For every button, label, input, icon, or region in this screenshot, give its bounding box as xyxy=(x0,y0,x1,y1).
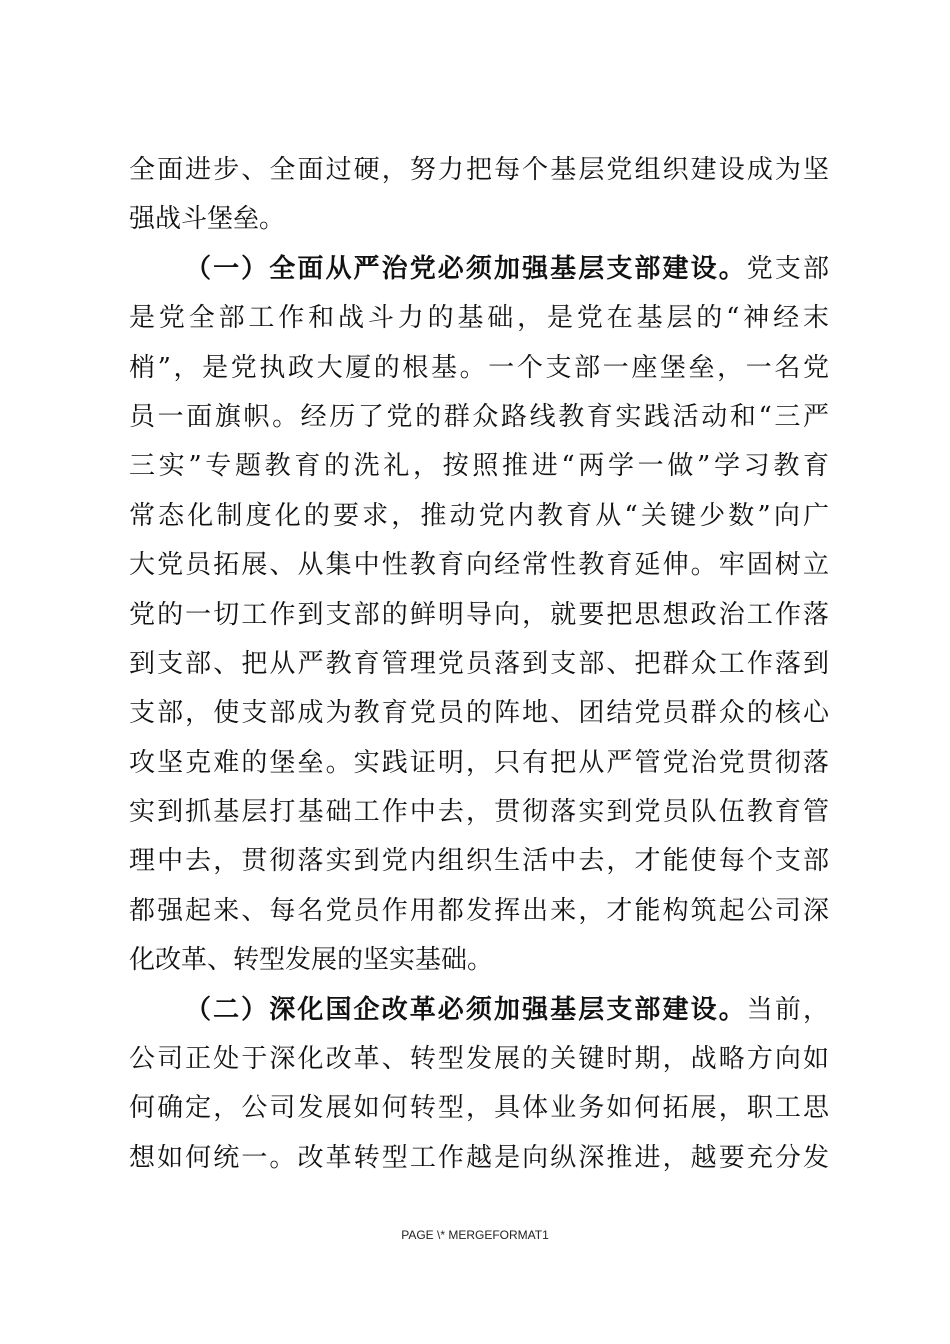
text-line: 到支部、把从严教育管理党员落到支部、把群众工作落到 xyxy=(129,648,829,679)
text-line: 攻坚克难的堡垒。实践证明，只有把从严管党治党贯彻落 xyxy=(129,747,829,778)
text-line: 常态化制度化的要求，推动党内教育从“关键少数”向广 xyxy=(129,500,829,531)
section-heading-line xyxy=(129,245,829,294)
heading-line-text: 当前， xyxy=(746,994,829,1025)
heading-line-text: 党支部 xyxy=(746,253,829,284)
text-line: 化改革、转型发展的坚实基础。 xyxy=(129,945,494,976)
text-line: 是党全部工作和战斗力的基础，是党在基层的“神经末 xyxy=(129,303,829,334)
text-line: 都强起来、每名党员作用都发挥出来，才能构筑起公司深 xyxy=(129,895,829,926)
text-line: 理中去，贯彻落实到党内组织生活中去，才能使每个支部 xyxy=(129,846,829,877)
text-line: 何确定，公司发展如何转型，具体业务如何拓展，职工思 xyxy=(129,1093,829,1124)
text-line: 全面进步、全面过硬，努力把每个基层党组织建设成为坚 xyxy=(129,155,829,185)
text-line: 员一面旗帜。经历了党的群众路线教育实践活动和“三严 xyxy=(129,401,829,432)
section-heading-1: （一）全面从严治党必须加强基层支部建设。 xyxy=(185,253,747,284)
document-body xyxy=(129,146,829,1183)
text-line: 支部，使支部成为教育党员的阵地、团结党员群众的核心 xyxy=(129,698,829,729)
text-line: 想如何统一。改革转型工作越是向纵深推进，越要充分发 xyxy=(129,1142,829,1173)
text-line: 实到抓基层打基础工作中去，贯彻落实到党员队伍教育管 xyxy=(129,797,829,828)
text-line: 党的一切工作到支部的鲜明导向，就要把思想政治工作落 xyxy=(129,599,829,630)
text-line: 公司正处于深化改革、转型发展的关键时期，战略方向如 xyxy=(129,1044,829,1075)
section-heading-line xyxy=(129,986,829,1035)
page-footer: PAGE \* MERGEFORMAT1 xyxy=(401,1228,549,1242)
text-line: 三实”专题教育的洗礼，按照推进“两学一做”学习教育 xyxy=(129,451,829,482)
text-line: 梢”，是党执政大厦的根基。一个支部一座堡垒，一名党 xyxy=(129,352,829,383)
text-line: 大党员拓展、从集中性教育向经常性教育延伸。牢固树立 xyxy=(129,550,829,581)
section-heading-2: （二）深化国企改革必须加强基层支部建设。 xyxy=(185,994,747,1025)
text-line: 强战斗堡垒。 xyxy=(129,204,286,235)
